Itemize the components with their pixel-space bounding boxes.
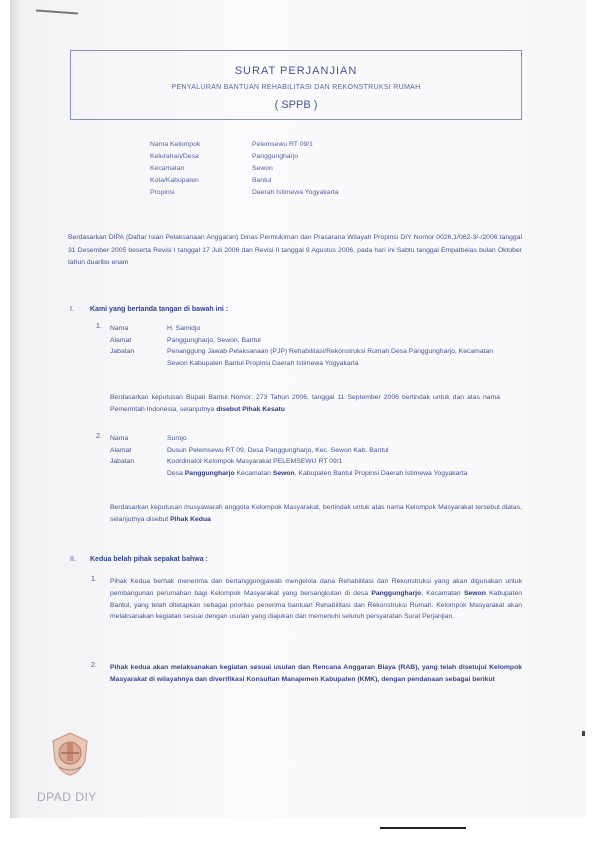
document-title: SURAT PERJANJIAN [234, 65, 358, 77]
detail-value: Penanggung Jawab Pelaksanaan (PJP) Rehabilitasi/Rekonstruksi Rumah Desa Panggungharjo, Kecamatan Sewon Kabupaten Bantul Propinsi Daerah Istimewa Yogyakarta [167, 348, 494, 367]
party1-details [110, 323, 500, 369]
identity-label: Kelurahan/Desa [150, 153, 199, 160]
detail-label: Jabatan [110, 458, 135, 465]
watermark-text: DPAD DIY [37, 790, 97, 804]
detail-row [110, 468, 522, 480]
identity-row [150, 175, 339, 187]
party-number: 2. [96, 433, 102, 440]
agreement-item-1: Pihak Kedua berhak menerima dan bertanggungjawab mengelola dana Rehabilitasi dan Rekonstruksi yang akan digunakan untuk pembangunan perumahan bagi Kelompok Masyarakat yang bersangkutan di desa Panggungharjo, Kecamatan Sewon Kabupaten Bantul, yang telah ditetapkan sebagai prioritas penerima bantuan Rehabilitasi dan Rekonstruksi Rumah. Kelompok Masyarakat akan melaksanakan kegiatan sesuai dengan usulan yang diajukan dan memenuhi seluruh persyaratan Surat Perjanjian. [110, 578, 523, 621]
detail-value: Koordinator Kelompok Masyarakat PELEMSEWU RT 09/1 [167, 458, 343, 465]
identity-value: Bantul [252, 177, 272, 184]
party2-details [110, 433, 522, 479]
identity-label: Propinsi [150, 189, 175, 196]
detail-label: Alamat [110, 446, 132, 454]
identity-row [150, 187, 339, 199]
party2-basis [110, 502, 522, 525]
item-number: 1. [91, 576, 97, 583]
detail-value: Dusun Pelemsewu RT 09, Desa Panggungharjo, Kec. Sewon Kab. Bantul [167, 446, 389, 454]
detail-label: Jabatan [110, 348, 135, 355]
intro-paragraph: Berdasarkan DIPA (Daftar Isian Pelaksanaan Anggaran) Dinas Permukiman dan Prasarana Wilayah Propinsi DIY Nomor 0026.1/062-3/-/2006 tanggal 31 Desember 2005 beserta Revisi I tanggal 17 Juli 2006 dan Revisi II tanggal 9 Agustus 2006, pada hari ini Sabtu tanggal Empatbelas bulan Oktober tahun duaribu enam [68, 234, 522, 266]
section-heading: Kami yang bertanda tangan di bawah ini : [90, 306, 229, 313]
identity-value: Daerah Istimewa Yogyakarta [252, 189, 339, 196]
basis-text: Berdasarkan keputusan musyawarah anggota Kelompok Masyarakat, bertindak untuk atas nama Kelompok Masyarakat tersebut diatas, selanjutnya disebut [110, 504, 522, 523]
identity-label: Nama Kelompok [150, 141, 201, 148]
identity-label: Kecamatan [150, 165, 185, 172]
detail-label: Nama [110, 325, 129, 332]
scan-edge-line [380, 827, 466, 829]
detail-value: H. Samidjo [167, 325, 201, 332]
dpad-seal-icon [49, 731, 91, 777]
document-subtitle: PENYALURAN BANTUAN REHABILITASI DAN REKONSTRUKSI RUMAH [171, 84, 421, 91]
identity-value: Pelemsewu RT 09/1 [252, 141, 313, 148]
desa-line: Desa Panggungharjo Kecamatan Sewon, Kabupaten Bantul Propinsi Daerah Istimewa Yogyakarta [167, 469, 468, 477]
identity-value: Sewon [252, 165, 273, 172]
title-box [70, 50, 522, 120]
document-code: ( SPPB ) [274, 99, 318, 111]
detail-row [110, 346, 500, 369]
party-role: Pihak Kedua [170, 515, 211, 523]
ink-speck [582, 731, 585, 736]
identity-row [150, 151, 339, 163]
detail-value: Panggungharjo, Sewon, Bantul [167, 336, 261, 344]
detail-row [110, 323, 500, 335]
section-heading: Kedua belah pihak sepakat bahwa : [90, 556, 208, 563]
detail-label: Alamat [110, 336, 132, 344]
agreement-item-2: Pihak kedua akan melaksanakan kegiatan sesuai usulan dan Rencana Anggaran Biaya (RAB), yang telah disetujui Kelompok Masyarakat di wilayahnya dan diverifikasi Konsultan Manajemen Kabupaten (KMK), dengan pendanaan sebagai berikut [110, 664, 522, 683]
party-number: 1. [96, 323, 102, 330]
identity-row [150, 163, 339, 175]
section-number: II. [70, 556, 76, 563]
page-edge-shadow [10, 0, 20, 818]
detail-label: Nama [110, 435, 129, 442]
party1-basis [110, 392, 500, 415]
identity-value: Panggungharjo [252, 153, 299, 160]
basis-text: Berdasarkan keputusan Bupati Bantul Nomor: 273 Tahun 2006, tanggal 11 September 2006 bertindak untuk dan atas nama Pemerintah Indonesia, selanjutnya [110, 394, 500, 413]
detail-row [110, 335, 500, 347]
identity-label: Kota/Kabupaten [150, 177, 199, 184]
detail-row [110, 456, 522, 468]
detail-row [110, 433, 522, 445]
detail-row [110, 445, 522, 457]
detail-value: Surojo [167, 435, 187, 442]
identity-block [150, 139, 339, 199]
identity-row [150, 139, 339, 151]
section-number: I. [70, 306, 74, 313]
party-role: disebut Pihak Kesatu [216, 405, 285, 413]
item-number: 2. [91, 662, 97, 669]
